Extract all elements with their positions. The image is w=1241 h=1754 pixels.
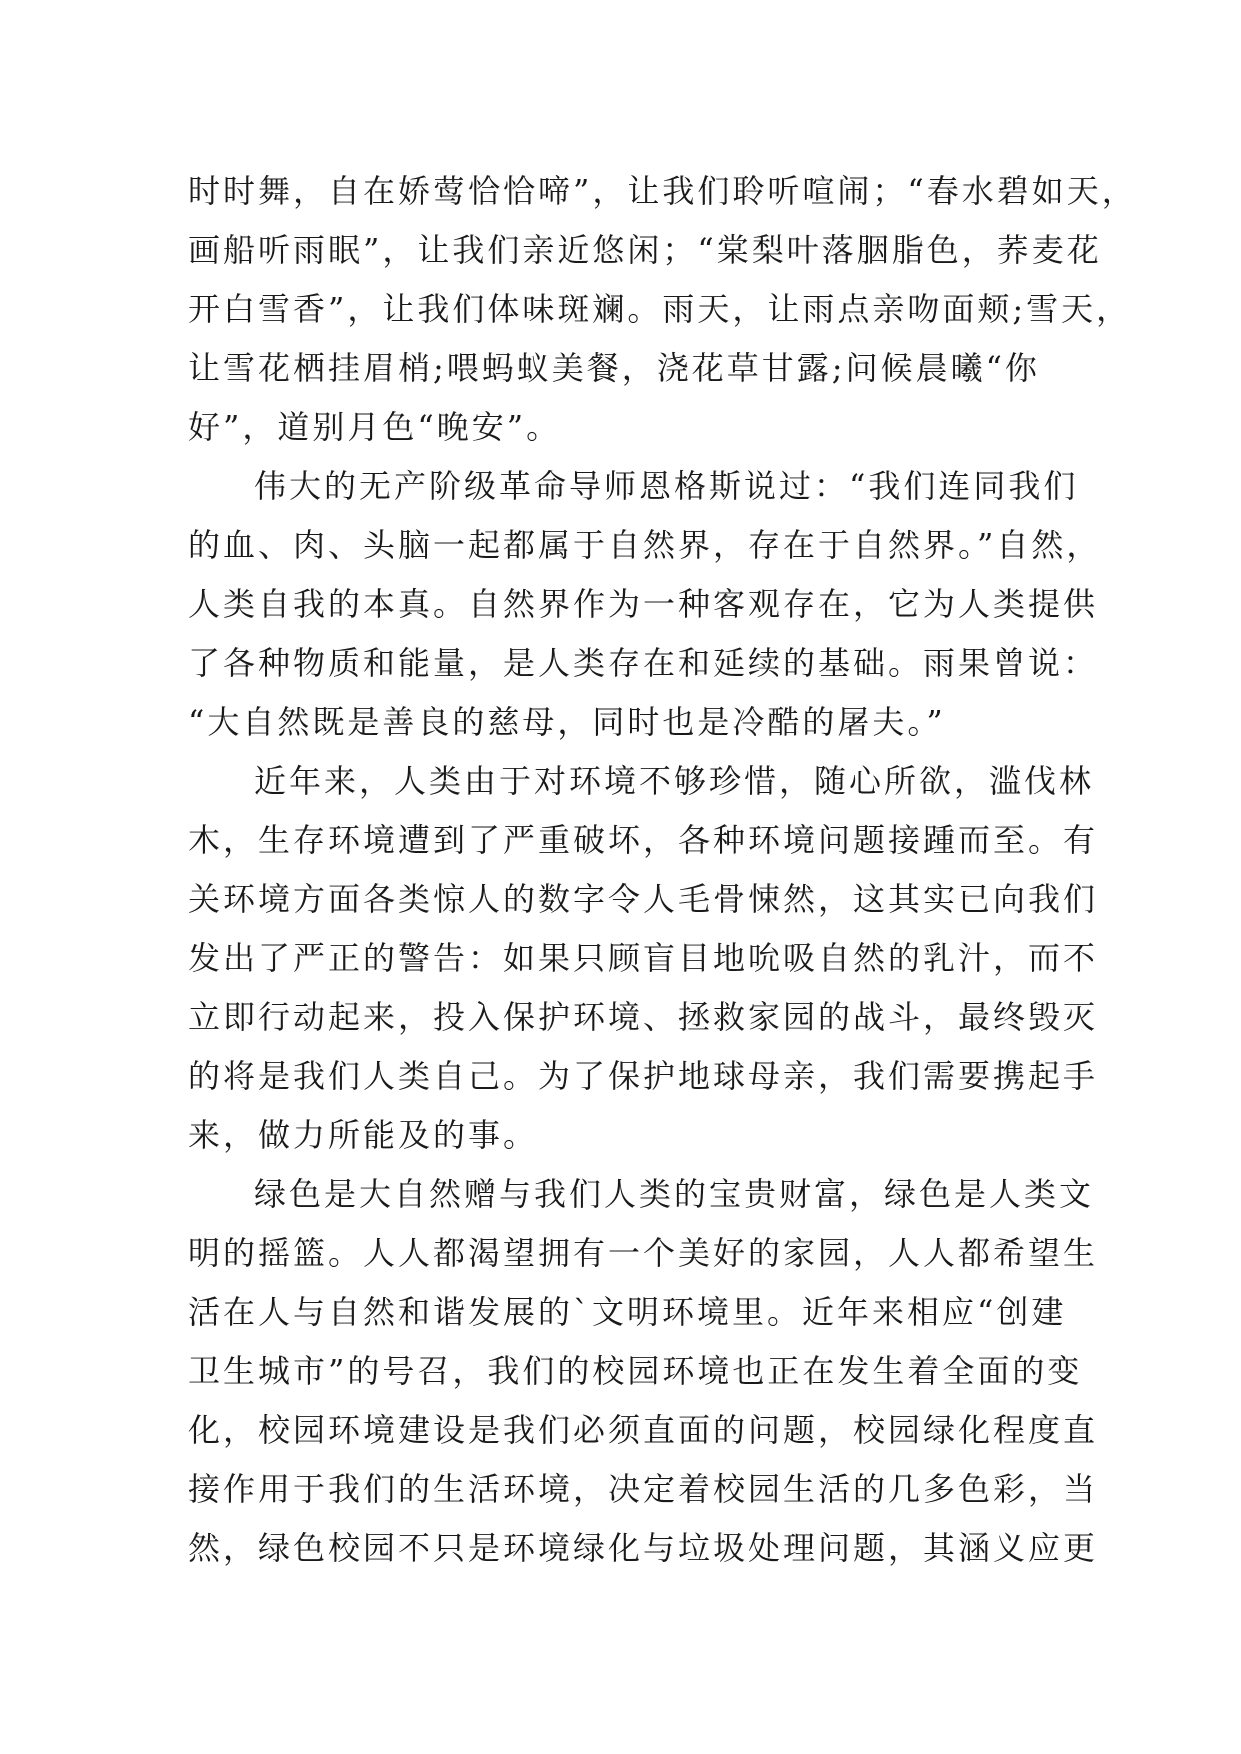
text-line: 木，生存环境遭到了严重破坏，各种环境问题接踵而至。有: [188, 821, 1099, 859]
text-line: 近年来，人类由于对环境不够珍惜，随心所欲，滥伐林: [254, 762, 1095, 800]
paragraph-1: [188, 162, 1137, 457]
text-line: 绿色是大自然赠与我们人类的宝贵财富，绿色是人类文: [254, 1175, 1095, 1213]
paragraph-3: [188, 752, 1099, 1165]
text-line: 化，校园环境建设是我们必须直面的问题，校园绿化程度直: [188, 1411, 1099, 1449]
text-line: 立即行动起来，投入保护环境、拯救家园的战斗，最终毁灭: [188, 998, 1099, 1036]
text-line: 画船听雨眠”，让我们亲近悠闲；“棠梨叶落胭脂色，荞麦花: [188, 231, 1102, 269]
text-line: 明的摇篮。人人都渴望拥有一个美好的家园，人人都希望生: [188, 1234, 1099, 1272]
text-line: 活在人与自然和谐发展的`文明环境里。近年来相应“创建: [188, 1293, 1067, 1331]
text-line: “大自然既是善良的慈母，同时也是冷酷的屠夫。”: [188, 703, 946, 741]
text-line: 接作用于我们的生活环境，决定着校园生活的几多色彩，当: [188, 1470, 1099, 1508]
text-line: 了各种物质和能量，是人类存在和延续的基础。雨果曾说：: [188, 644, 1099, 682]
text-line: 卫生城市”的号召，我们的校园环境也正在发生着全面的变: [188, 1352, 1083, 1390]
text-line: 人类自我的本真。自然界作为一种客观存在，它为人类提供: [188, 585, 1099, 623]
text-line: 时时舞，自在娇莺恰恰啼”，让我们聆听喧闹；“春水碧如天，: [188, 172, 1137, 210]
text-line: 然，绿色校园不只是环境绿化与垃圾处理问题，其涵义应更: [188, 1529, 1099, 1567]
text-line: 发出了严正的警告：如果只顾盲目地吮吸自然的乳汁，而不: [188, 939, 1099, 977]
text-line: 的血、肉、头脑一起都属于自然界，存在于自然界。”自然，: [188, 526, 1102, 564]
text-line: 开白雪香”，让我们体味斑斓。雨天，让雨点亲吻面颊;雪天，: [188, 290, 1132, 328]
text-line: 好”，道别月色“晚安”。: [188, 408, 562, 446]
paragraph-2: [188, 457, 1102, 752]
text-line: 关环境方面各类惊人的数字令人毛骨悚然，这其实已向我们: [188, 880, 1099, 918]
document-body: [188, 162, 1137, 1578]
text-line: 来，做力所能及的事。: [188, 1116, 539, 1154]
text-line: 的将是我们人类自己。为了保护地球母亲，我们需要携起手: [188, 1057, 1099, 1095]
paragraph-4: [188, 1165, 1099, 1578]
text-line: 让雪花栖挂眉梢;喂蚂蚁美餐，浇花草甘露;问候晨曦“你: [188, 349, 1040, 387]
text-line: 伟大的无产阶级革命导师恩格斯说过：“我们连同我们: [254, 467, 1079, 505]
